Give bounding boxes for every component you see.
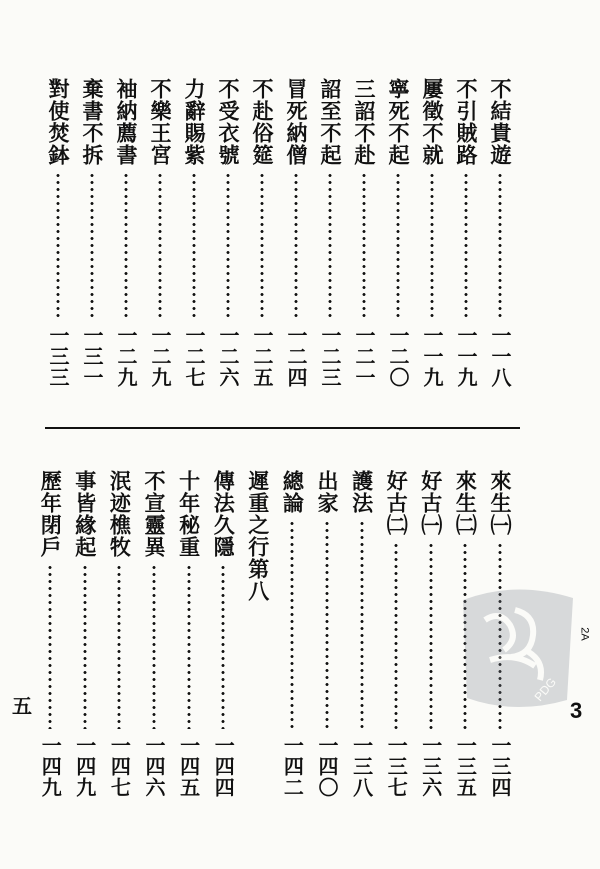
toc-entry-title: 遲重之行第八 — [245, 470, 271, 602]
dot-leader — [187, 564, 191, 729]
toc-entry-page-number: 一二〇 — [386, 325, 410, 388]
dot-leader — [464, 172, 468, 319]
toc-entry — [174, 470, 204, 798]
dot-leader — [396, 172, 400, 319]
toc-entry — [281, 78, 311, 388]
dot-leader — [328, 172, 332, 319]
scan-page-code: 2A — [578, 627, 591, 641]
toc-entry — [312, 470, 342, 798]
toc-entry-page-number: 一二四 — [284, 325, 308, 388]
dot-leader — [429, 542, 433, 729]
dot-leader — [117, 564, 121, 729]
toc-entry-page-number: 一二三 — [318, 325, 342, 388]
toc-entry-page-number: 一四二 — [280, 735, 305, 798]
toc-entry — [381, 470, 411, 798]
toc-entry-title: 事皆緣起 — [72, 470, 98, 558]
toc-entry — [77, 78, 107, 388]
toc-entry-title: 總論 — [280, 470, 306, 514]
toc-entry-title: 寧死不起 — [386, 78, 411, 166]
toc-entry-page-number: 一二九 — [148, 325, 172, 388]
toc-entry-title: 棄書不拆 — [80, 78, 105, 166]
toc-entry — [347, 470, 377, 798]
toc-entry — [417, 78, 447, 388]
dot-leader — [325, 520, 329, 729]
toc-entry — [43, 78, 73, 388]
toc-entry-page-number: 一一八 — [488, 325, 512, 388]
toc-entry-page-number: 一四四 — [211, 735, 236, 798]
toc-entry-title: 詔至不起 — [318, 78, 343, 166]
toc-entry-page-number: 一四〇 — [315, 735, 339, 798]
toc-entry — [70, 470, 100, 798]
dot-leader — [226, 172, 230, 319]
dot-leader — [260, 172, 264, 319]
toc-entry — [416, 470, 446, 798]
toc-entry — [383, 78, 413, 388]
toc-entry-title: 不宣靈異 — [142, 470, 167, 558]
dot-leader — [48, 564, 52, 729]
toc-entry-title: 對使焚鉢 — [46, 78, 71, 166]
dot-leader — [394, 542, 398, 729]
toc-entry — [139, 470, 169, 798]
toc-entry-title: 來生㈡ — [453, 470, 479, 536]
toc-entry-page-number: 一三七 — [384, 735, 409, 798]
toc-entry-page-number: 一三八 — [349, 735, 374, 798]
dot-leader — [221, 564, 225, 729]
toc-entry-page-number: 一一九 — [454, 325, 478, 388]
toc-entry-page-number: 一二六 — [216, 325, 240, 388]
toc-entry-page-number: 一三六 — [418, 735, 443, 798]
toc-entry — [111, 78, 141, 388]
library-seal-stamp — [455, 580, 580, 715]
toc-entry — [104, 470, 134, 798]
toc-entry-title: 力辭賜紫 — [182, 78, 207, 166]
toc-entry-page-number: 一四七 — [107, 735, 132, 798]
toc-entry-page-number: 一二九 — [114, 325, 138, 388]
toc-entry-title: 不結貴遊 — [488, 78, 513, 166]
toc-entry-page-number: 一三三 — [46, 325, 70, 388]
dot-leader — [83, 564, 87, 729]
toc-entry — [179, 78, 209, 388]
dot-leader — [158, 172, 162, 319]
toc-entry-title: 出家 — [315, 470, 340, 514]
toc-entry — [208, 470, 238, 798]
dot-leader — [430, 172, 434, 319]
toc-entry — [277, 470, 307, 798]
toc-entry — [247, 78, 277, 388]
toc-entry-page-number: 一二五 — [250, 325, 274, 388]
toc-entry-title: 冒死納僧 — [284, 78, 309, 166]
toc-entry-title: 不樂王宮 — [148, 78, 173, 166]
toc-entry-page-number: 一四九 — [72, 735, 97, 798]
toc-entry-title: 護法 — [349, 470, 375, 514]
toc-entry-page-number: 一三四 — [488, 735, 512, 798]
toc-entry-page-number: 一四六 — [142, 735, 166, 798]
toc-entry-title: 屢徵不就 — [420, 78, 445, 166]
toc-entry-page-number: 一四九 — [38, 735, 63, 798]
toc-entry-page-number: 一三一 — [80, 325, 104, 388]
svg-text:PDG: PDG — [531, 675, 560, 704]
toc-entry — [485, 78, 515, 388]
toc-entry — [315, 78, 345, 388]
scan-page-marker: 3 — [570, 698, 583, 723]
section-divider — [45, 427, 520, 429]
toc-entry-title: 好古㈠ — [418, 470, 444, 536]
toc-entry-page-number: 一二七 — [182, 325, 206, 388]
toc-entry-title: 不引賊路 — [454, 78, 479, 166]
dot-leader — [294, 172, 298, 319]
toc-entry — [213, 78, 243, 388]
dot-leader — [498, 172, 502, 319]
toc-entry — [35, 470, 65, 798]
toc-entry-title: 來生㈠ — [488, 470, 513, 536]
dot-leader — [290, 520, 294, 729]
toc-entry-title: 不赴俗筵 — [250, 78, 275, 166]
toc-entry — [349, 78, 379, 388]
toc-entry-page-number: 一二一 — [352, 325, 376, 388]
folio-number: 五 — [12, 694, 32, 718]
toc-entry — [451, 78, 481, 388]
dot-leader — [362, 172, 366, 319]
toc-entry-title: 三詔不赴 — [352, 78, 377, 166]
toc-entry-title: 十年秘重 — [176, 470, 202, 558]
toc-entry-page-number: 一一九 — [420, 325, 444, 388]
toc-entry-page-number: 一三五 — [453, 735, 478, 798]
toc-entry-title: 泯迹樵牧 — [107, 470, 133, 558]
dot-leader — [124, 172, 128, 319]
toc-entry-title: 不受衣號 — [216, 78, 241, 166]
dot-leader — [152, 564, 156, 729]
dot-leader — [90, 172, 94, 319]
toc-entry-title: 袖納薦書 — [114, 78, 139, 166]
toc-entry-title: 好古㈡ — [384, 470, 410, 536]
dot-leader — [192, 172, 196, 319]
toc-entry-title: 傳法久隱 — [211, 470, 237, 558]
toc-entry-title: 歷年閉戶 — [38, 470, 64, 558]
toc-entry — [243, 470, 273, 798]
toc-entry — [145, 78, 175, 388]
toc-entry-page-number: 一四五 — [176, 735, 201, 798]
dot-leader — [360, 520, 364, 729]
dot-leader — [56, 172, 60, 319]
